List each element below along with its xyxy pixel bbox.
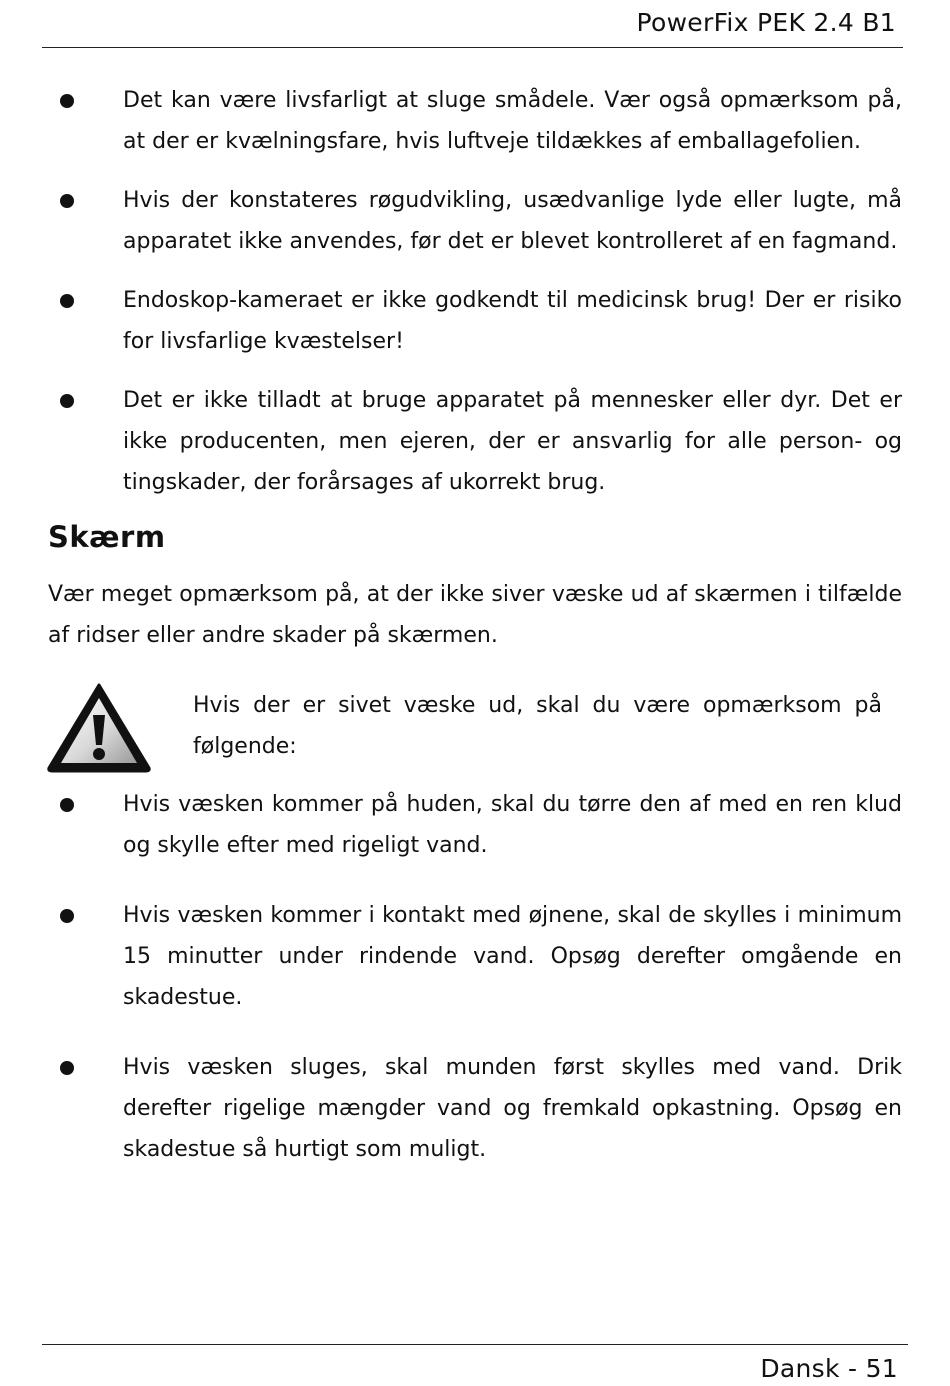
list-item xyxy=(0,180,950,262)
section-paragraph: Vær meget opmærksom på, at der ikke siver væske ud af skærmen i tilfælde af ridser eller andre skader på skærmen. xyxy=(48,582,902,648)
list-item xyxy=(0,895,950,1018)
bullet-icon xyxy=(60,1061,74,1075)
list-item-text: Det er ikke tilladt at bruge apparatet på mennesker eller dyr. Det er ikke producenten, men ejeren, der er ansvarlig for alle person- og tingskader, der forårsages af ukorrekt brug. xyxy=(123,388,902,495)
section-heading: Skærm xyxy=(48,520,166,554)
list-item xyxy=(0,280,950,362)
list-item-text: Endoskop-kameraet er ikke godkendt til medicinsk brug! Der er risiko for livsfarlige kvæstelser! xyxy=(123,288,902,354)
list-item xyxy=(0,80,950,162)
list-item-text: Hvis væsken sluges, skal munden først skylles med vand. Drik derefter rigelige mængder vand og fremkald opkastning. Opsøg en skadestue så hurtigt som muligt. xyxy=(123,1055,902,1162)
bullet-icon xyxy=(60,194,74,208)
bullet-icon xyxy=(60,909,74,923)
footer-divider xyxy=(42,1344,908,1345)
warning-text: Hvis der er sivet væske ud, skal du være opmærksom på følgende: xyxy=(193,693,882,759)
list-item-text: Det kan være livsfarligt at sluge smådele. Vær også opmærksom på, at der er kvælningsfare, hvis luftveje tildækkes af emballagefolien. xyxy=(123,88,902,154)
bullet-icon xyxy=(60,94,74,108)
list-item xyxy=(0,784,950,866)
warning-triangle-icon xyxy=(46,682,152,774)
page-header-title: PowerFix PEK 2.4 B1 xyxy=(636,8,896,37)
bullet-icon xyxy=(60,798,74,812)
list-item-text: Hvis der konstateres røgudvikling, usædvanlige lyde eller lugte, må apparatet ikke anvendes, før det er blevet kontrolleret af en fagmand. xyxy=(123,188,902,254)
bullet-icon xyxy=(60,294,74,308)
safety-bullet-list xyxy=(0,80,950,521)
list-item xyxy=(0,1047,950,1170)
list-item-text: Hvis væsken kommer på huden, skal du tørre den af med en ren klud og skylle efter med rigeligt vand. xyxy=(123,792,902,858)
liquid-bullet-list xyxy=(0,784,950,1199)
list-item xyxy=(0,380,950,503)
header-divider xyxy=(42,47,903,48)
page-number: Dansk - 51 xyxy=(760,1354,898,1383)
list-item-text: Hvis væsken kommer i kontakt med øjnene, skal de skylles i minimum 15 minutter under rindende vand. Opsøg derefter omgående en skadestue. xyxy=(123,903,902,1010)
bullet-icon xyxy=(60,394,74,408)
